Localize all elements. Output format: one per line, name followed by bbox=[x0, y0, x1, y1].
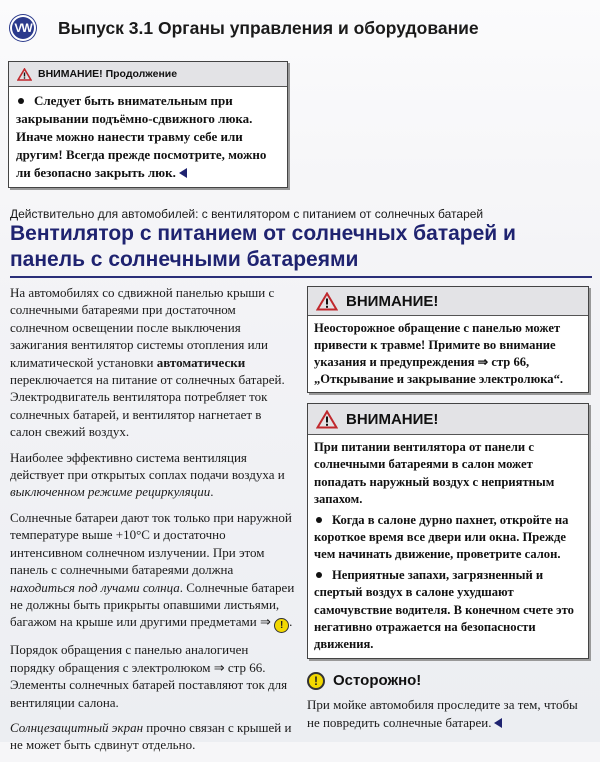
vw-logo-text: VW bbox=[14, 21, 32, 35]
main-text-column bbox=[10, 284, 296, 762]
p5-italic: Солнцезащитный экран bbox=[10, 719, 144, 735]
warning-text: Неосторожное обращение с панелью может привести к травме! Примите во внимание указания и предупреждения ⇒ стр 66, „Открывание и закрывание электролюка“. bbox=[314, 321, 564, 386]
caution-box bbox=[307, 669, 592, 732]
warning-title: ВНИМАНИЕ! bbox=[346, 410, 439, 428]
warning-header bbox=[308, 287, 588, 316]
p3-end: . bbox=[289, 614, 293, 630]
p1-bold: автоматически bbox=[156, 354, 246, 370]
warning-body bbox=[9, 87, 287, 187]
side-column bbox=[307, 286, 592, 732]
p1-text-a: На автомобилях со сдвижной панелью крыши с солнечными батареями при достаточном солнечном освещении после выключения зажигания вентилятор системы отопления или климатической установки bbox=[10, 285, 275, 370]
caution-body bbox=[307, 696, 592, 732]
warning-body bbox=[308, 435, 588, 658]
caution-text: При мойке автомобиля проследите за тем, чтобы не повредить солнечные батареи. bbox=[307, 696, 578, 730]
bullet-icon bbox=[316, 572, 322, 578]
warning-title: ВНИМАНИЕ! bbox=[346, 292, 439, 310]
paragraph-2 bbox=[10, 449, 296, 501]
p2-text-a: Наиболее эффективно система вентиляция действует при открытых соплах подачи воздуха и bbox=[10, 449, 285, 483]
paragraph-5 bbox=[10, 719, 296, 754]
p3-italic: находиться под лучами солнца bbox=[10, 579, 180, 595]
warning-triangle-icon bbox=[316, 292, 338, 311]
caution-header bbox=[307, 669, 592, 693]
applicability-note: Действительно для автомобилей: с вентилятором с питанием от солнечных батарей bbox=[10, 207, 484, 221]
warning-intro: При питании вентилятора от панели с солнечными батареями в салон может попадать наружный воздух с неприятным запахом. bbox=[314, 440, 555, 507]
bullet-1-text: Когда в салоне дурно пахнет, откройте на короткое время все двери или окна. Прежде чем начинать движение, проветрите салон. bbox=[314, 512, 569, 562]
caution-reference-icon[interactable]: ! bbox=[274, 618, 289, 633]
warning-box-2 bbox=[307, 403, 589, 659]
caution-exclamation-icon: ! bbox=[307, 672, 325, 690]
warning-bullet-2 bbox=[314, 567, 582, 654]
warning-title: ВНИМАНИЕ! Продолжение bbox=[38, 68, 178, 80]
p1-text-b: переключается на питание от солнечных батарей. Электродвигатель вентилятора потребляет ток солнечных батарей, и вентилятор нагнетает в салон свежий воздух. bbox=[10, 372, 285, 440]
warning-header bbox=[308, 404, 588, 435]
bullet-2-text: Неприятные запахи, загрязненный и спертый воздух в салоне ухудшают самочувствие водителя. В конечном счете это негативно отражается на безопасности движения. bbox=[314, 567, 574, 652]
bullet-icon bbox=[18, 98, 24, 104]
paragraph-3 bbox=[10, 509, 296, 633]
p5-text-b: прочно связан с крышей и не может быть сдвинут отдельно. bbox=[10, 719, 292, 753]
warning-text: Следует быть внимательным при закрывании подъёмно-сдвижного люка. Иначе можно нанести травму себе или другим! Всегда прежде посмотрите, можно ли безопасно закрыть люк. bbox=[16, 93, 267, 180]
warning-box-continued bbox=[8, 61, 288, 188]
warning-bullet-1 bbox=[314, 512, 582, 564]
chapter-title: Выпуск 3.1 Органы управления и оборудование bbox=[58, 17, 479, 38]
page-header bbox=[10, 10, 479, 46]
paragraph-4: Порядок обращения с панелью аналогичен порядку обращения с электролюком ⇒ стр 66. Элементы солнечных батарей поставляют ток для вентиляции салона. bbox=[10, 642, 288, 710]
end-of-section-icon bbox=[179, 168, 187, 178]
section-title: Вентилятор с питанием от солнечных батарей и панель с солнечными батареями bbox=[10, 222, 516, 271]
title-divider bbox=[10, 276, 592, 278]
end-of-section-icon bbox=[494, 718, 502, 728]
caution-title: Осторожно! bbox=[333, 672, 422, 690]
warning-header bbox=[9, 62, 287, 87]
warning-body bbox=[308, 316, 588, 392]
paragraph-1 bbox=[10, 284, 296, 441]
warning-triangle-icon bbox=[316, 410, 338, 429]
p3-text-a: Солнечные батареи дают ток только при наружной температуре выше +10°C и достаточно интенсивном солнечном излучении. При этом панель с солнечными батареями должна bbox=[10, 509, 292, 578]
p3-text-b: . Солнечные батареи не должны быть прикрыты опавшими листьями, багажом на крыше или другими предметами ⇒ bbox=[10, 579, 295, 630]
p2-text-b: . bbox=[210, 484, 214, 500]
bullet-icon bbox=[316, 517, 322, 523]
warning-box-1 bbox=[307, 286, 589, 393]
vw-logo-icon bbox=[10, 15, 36, 41]
warning-triangle-icon bbox=[17, 68, 32, 81]
p2-italic: выключенном режиме рециркуляции bbox=[10, 484, 211, 500]
